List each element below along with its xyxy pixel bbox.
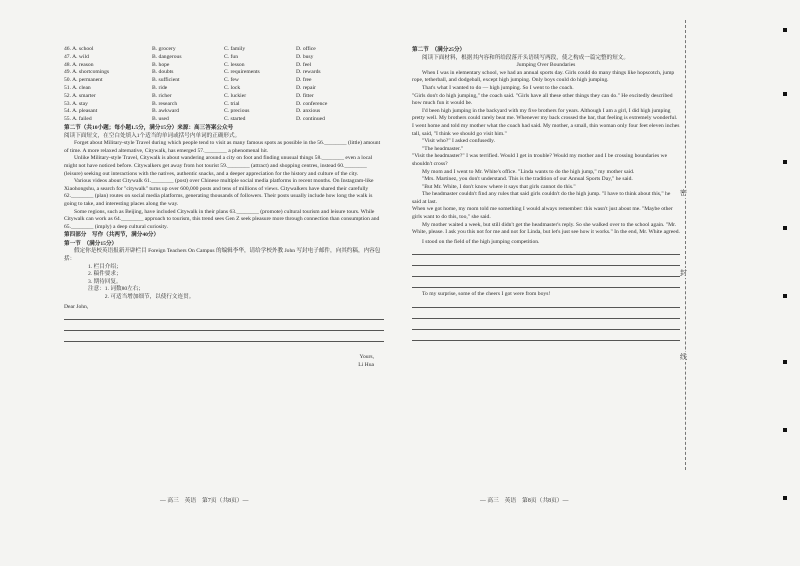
story-paragraph: I'd been high jumping in the backyard with my five brothers for years. Although I am a girl, I did high jumping pretty well. My brothers could rarely beat me. Whenever my back crossed the bar, that feeling is extremely wonderful. I went home and told my mother what the coach had said. My mother, a small, thin woman only four feet eleven inches tall, said, "I think we should go visit him." (412, 107, 680, 137)
story-paragraph: That's what I wanted to do — high jumping. So I went to the coach. (422, 84, 574, 91)
scan-marker (783, 428, 787, 432)
writing-points (64, 264, 384, 287)
answer-line[interactable] (412, 310, 680, 319)
writing-point: 3. 期待回复。 (88, 278, 122, 285)
story-paragraph: When we got home, my mom told me something I would always remember: this wasn't just about me. "Maybe other girls want to do this, too," she said. (412, 206, 673, 221)
answer-line[interactable] (412, 268, 680, 277)
story-paragraph: My mom and I went to Mr. White's office. "Linda wants to do the high jump," my mother said. (422, 168, 635, 175)
section-instruction: 阅读下面材料，根据其内容和所给段落开头语续写两段，使之构成一篇完整的短文。 (422, 54, 629, 61)
answer-line[interactable] (412, 246, 680, 255)
story-paragraph: "Mrs. Martinez, you don't understand. This is the tradition of our Annual Sports Day," he said. (422, 176, 633, 183)
option-row: 48. A. reason B. hope C. lesson D. feel (64, 61, 312, 68)
writing-point: 2. 稿件要求； (88, 271, 122, 278)
answer-line[interactable] (412, 279, 680, 288)
binding-char-envelope: 封 (680, 269, 687, 277)
passage-paragraph: Forget about Military-style Travel during which people tend to visit as many famous spots as possible in the 56.________ (little) amount of time. A more relaxed alternative, Citywalk, has emerged 57.________ a phenomenal hit. (64, 140, 381, 154)
scan-marker (783, 92, 787, 96)
page-footer-left: — 高三 英语 第7页（共8页）— (160, 498, 249, 504)
continuation-opening-2: To my surprise, some of the cheers I got were from boys! (422, 291, 551, 298)
option-row: 52. A. smarter B. richer C. luckier D. fitter (64, 92, 314, 99)
story-paragraph: "But Mr. White, I don't know where it says that girls cannot do this." (422, 183, 576, 190)
answer-line[interactable] (64, 333, 384, 342)
letter-greeting: Dear John, (64, 303, 89, 310)
passage-paragraph: Unlike Military-style Travel, Citywalk is about wandering around a city on foot and finding unusual things 58.________ even a local might not have noticed before. Citywalkers get away from hot tourist 59.________ (attract) and shopping centres, instead 60.________ (leisure) seeking out interactions with the natives, authentic snacks, and a deeper appreciation for the history and culture of the city. (64, 155, 373, 177)
scan-marker (783, 28, 787, 32)
option-row: 54. A. pleasant B. awkward C. precious D. anxious (64, 108, 321, 115)
part-heading: 第四部分 写作（共两节，满分40分） (64, 232, 160, 239)
scan-marker (783, 226, 787, 230)
right-column (412, 46, 680, 343)
section-heading: 第一节 （满分15分） (64, 240, 118, 247)
letter-signature: Li Hua (358, 361, 374, 368)
answer-line[interactable] (412, 299, 680, 308)
option-row: 51. A. clean B. ride C. lock D. repair (64, 84, 316, 91)
section-heading: 第二节（共10小题；每小题1.5分，满分15分）来源：高三答案公众号 (64, 124, 234, 131)
notes (64, 286, 384, 301)
story-paragraph: When I was in elementary school, we had an annual sports day. Girls could do many things like hopscotch, jump rope, tetherball, and dodgeball, except high jumping. Only boys could do high jumping. (412, 69, 675, 84)
answer-line[interactable] (412, 321, 680, 330)
scan-marker (783, 294, 787, 298)
left-column (64, 46, 384, 369)
note-item: 2. 可适当增加细节，以使行文连贯。 (104, 294, 195, 301)
writing-prompt: 假定你是校英语报新开辟栏目 Foreign Teachers On Campus 的编辑李华，请给学校外教 John 写封电子邮件，向其约稿，内容包括： (64, 248, 381, 263)
note-item: 1. 词数80左右； (104, 286, 144, 293)
answer-options (64, 46, 384, 124)
passage-paragraph: Some regions, such as Beijing, have included Citywalk in their plans 63.________ (promote) cultural tourism and leisure tours. While Citywalk can work as 64.________ approach to tourism, this trend sees Gen Z seek pleasure more through connection than consumption and 65.________ (imply) a deep cultural curiosity. (64, 208, 380, 230)
passage-paragraph: Various videos about Citywalk 61.________ (post) over Chinese multiple social media platforms in recent months. On Instagram-like Xiaohongshu, a search for "citywalk" turns up over 600,000 posts and tens of millions of views. Citywalkers have shared their carefully 62.________ (plan) routes on social media platforms, generating thousands of followers. Their posts usually include how long the walk is going to take, and interesting places along the way. (64, 178, 374, 207)
answer-line[interactable] (412, 332, 680, 341)
answer-line[interactable] (64, 311, 384, 320)
binding-line (685, 20, 686, 470)
continuation-opening-1: I stood on the field of the high jumping competition. (422, 238, 540, 245)
option-row: 50. A. permanent B. sufficient C. few D. free (64, 77, 312, 84)
story-paragraph: "Visit the headmaster?" I was terrified. Would I get in trouble? Would my mother and I be crossing boundaries we shouldn't cross? (412, 153, 668, 167)
letter-closing: Yours, (359, 354, 374, 361)
notes-label: 注意： (88, 286, 105, 293)
answer-line[interactable] (412, 257, 680, 266)
section-heading: 第二节 （满分25分） (412, 47, 466, 53)
option-row: 49. A. shortcomings B. doubts C. requirements D. rewards (64, 69, 321, 76)
story-title: Jumping Over Boundaries (516, 62, 576, 69)
option-row: 53. A. stay B. research C. trial D. conference (64, 100, 328, 107)
option-row: 55. A. failed B. used C. started D. continued (64, 116, 325, 123)
option-row: 46. A. school B. grocery C. family D. office (64, 46, 316, 52)
scan-marker (783, 496, 787, 500)
binding-char-line: 线 (680, 353, 687, 361)
scan-marker (783, 360, 787, 364)
story-paragraph: The headmaster couldn't find any rules that said girls couldn't do the high jump. "I have to think about this," he said at last. (412, 191, 671, 205)
binding-char-seal: 密 (680, 189, 687, 197)
story-paragraph: "Girls don't do high jumping," the coach said. "Girls have all these other things they can do." He excitedly described how much fun it would be. (412, 92, 673, 107)
answer-line[interactable] (64, 322, 384, 331)
story-paragraph: "Visit who?" I asked confusedly. (422, 138, 495, 145)
scan-marker (783, 160, 787, 164)
option-row: 47. A. wild B. dangerous C. fun D. busy (64, 53, 314, 60)
writing-point: 1. 栏目介绍； (88, 263, 122, 270)
story-paragraph: My mother waited a week, but still didn't get the headmaster's reply. So she walked over to the school again. "Mr. White, please. I ask you this not for me and not for Linda, but let's just see how it works." In the end, Mr. White agreed. (412, 221, 680, 236)
story-paragraph: "The headmaster." (422, 145, 464, 152)
page-footer-right: — 高三 英语 第8页（共8页）— (480, 498, 569, 504)
section-instruction: 阅读下面短文，在空白处填入1个适当的单词或括号内单词的正确形式。 (64, 132, 241, 139)
